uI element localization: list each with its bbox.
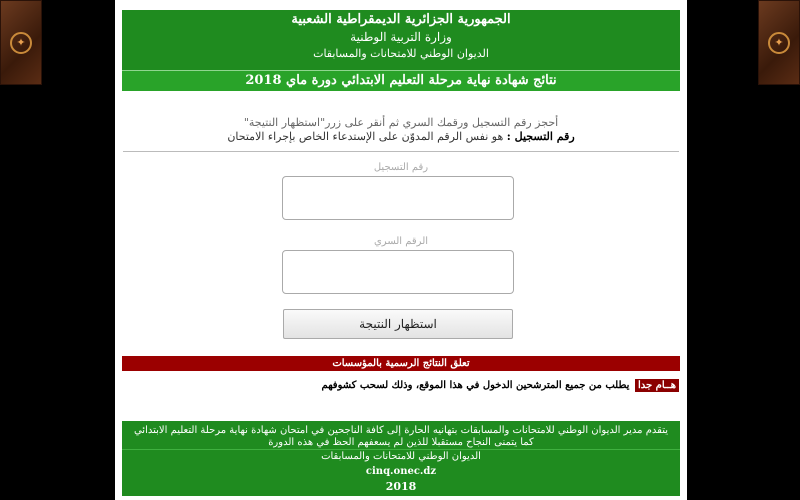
instruction-note-text: هو نفس الرقم المدوّن على الإستدعاء الخاص بإجراء الامتحان	[227, 130, 504, 143]
ministry-title: وزارة التربية الوطنية	[350, 30, 452, 44]
important-tag: هــام جدا	[635, 379, 679, 392]
instruction-note	[115, 130, 687, 143]
password-input[interactable]	[282, 250, 514, 294]
exam-banner: نتائج شهادة نهاية مرحلة التعليم الابتدائي دورة ماي 2018	[122, 70, 680, 91]
footer-congrats: يتقدم مدير الديوان الوطني للامتحانات والمسابقات بتهانيه الحارة إلى كافة الناجحين في امتحان شهادة نهاية مرحلة التعليم الابتدائي	[133, 425, 669, 436]
show-result-button[interactable]: استظهار النتيجة	[283, 309, 513, 339]
onec-emblem-icon: ✦	[768, 32, 790, 54]
password-label: الرقم السري	[373, 236, 429, 247]
footer	[122, 421, 680, 496]
registration-number-input[interactable]	[282, 176, 514, 220]
footer-office: الديوان الوطني للامتحانات والمسابقات	[321, 451, 481, 462]
header	[122, 10, 680, 90]
divider	[123, 151, 679, 152]
footer-year: 2018	[385, 480, 417, 493]
republic-title: الجمهورية الجزائرية الديمقراطية الشعبية	[291, 12, 511, 27]
office-title: الديوان الوطني للامتحانات والمسابقات	[313, 47, 489, 60]
footer-divider	[122, 449, 680, 450]
official-results-bar: تعلق النتائج الرسمية بالمؤسسات	[122, 356, 680, 371]
instruction-line: أحجز رقم التسجيل ورقمك السري ثم أنقر على زرر"استظهار النتيجة"	[243, 116, 559, 129]
right-logo	[758, 0, 800, 85]
instructions	[115, 116, 687, 143]
footer-wish: كما يتمنى النجاح مستقبلا للذين لم يسعفهم الحظ في هذه الدورة	[268, 437, 534, 448]
left-logo	[0, 0, 42, 85]
registration-label: رقم التسجيل	[373, 162, 429, 173]
results-page	[115, 0, 687, 500]
footer-site: cinq.onec.dz	[365, 466, 437, 477]
onec-emblem-icon: ✦	[10, 32, 32, 54]
notice-text: يطلب من جميع المترشحين الدخول في هذا الموقع، وذلك لسحب كشوفهم	[321, 380, 630, 391]
instruction-note-label: رقم التسجيل :	[506, 130, 575, 143]
important-notice	[322, 380, 679, 391]
